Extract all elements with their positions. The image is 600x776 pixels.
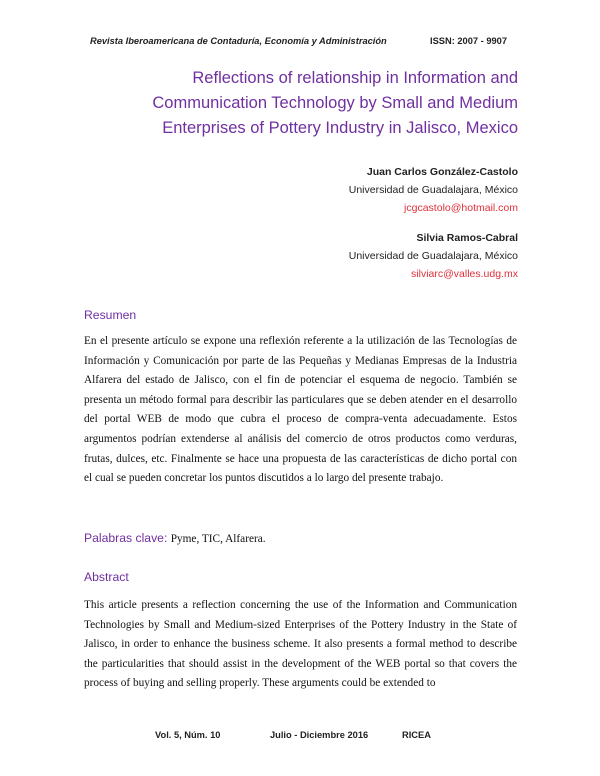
author-affiliation: Universidad de Guadalajara, México bbox=[348, 184, 518, 196]
keywords-text: Pyme, TIC, Alfarera. bbox=[170, 533, 266, 545]
author-email-link[interactable]: silviarc@valles.udg.mx bbox=[411, 268, 518, 280]
title-line-3: Enterprises of Pottery Industry in Jalisco, Mexico bbox=[162, 119, 518, 137]
footer-journal: RICEA bbox=[402, 730, 431, 740]
author-1 bbox=[349, 163, 518, 217]
author-2 bbox=[349, 229, 518, 283]
title-line-2: Communication Technology by Small and Medium bbox=[152, 94, 518, 112]
footer-date: Julio - Diciembre 2016 bbox=[270, 730, 369, 740]
journal-header: Revista Iberoamericana de Contaduría, Economía y Administración bbox=[90, 36, 387, 46]
paper-title bbox=[120, 66, 518, 141]
issn-label: ISSN: 2007 - 9907 bbox=[430, 36, 508, 46]
footer-volume: Vol. 5, Núm. 10 bbox=[155, 730, 221, 740]
author-affiliation: Universidad de Guadalajara, México bbox=[348, 250, 518, 262]
keywords-label: Palabras clave: bbox=[84, 531, 168, 545]
resumen-heading: Resumen bbox=[84, 308, 137, 322]
abstract-text: This article presents a reflection concerning the use of the Information and Communication Technologies by Small and Medium-sized Enterprises of the Pottery Industry in the State of Jalisco, in order to enhance the business scheme. It also presents a formal method to describe the particularities that should assist in the development of the WEB portal so that covers the process of buying and selling properly. These arguments could be extended to bbox=[84, 599, 517, 690]
abstract-heading: Abstract bbox=[84, 570, 129, 584]
resumen-text: En el presente artículo se expone una reflexión referente a la utilización de las Tecnologías de Información y Comunicación por parte de las Pequeñas y Medianas Empresas de la Industria Alfarera del estado de Jalisco, con el fin de potenciar el esquema de negocio. También se presenta un método formal para describir las particulares que se deben atender en el desarrollo del portal WEB de modo que cubra el proceso de compra-venta adecuadamente. Estos argumentos podrían extenderse al análisis del comercio de otros productos como verduras, frutas, dulces, etc. Finalmente se hace una propuesta de las características de dicho portal con el cual se pueden concretar los puntos discutidos a lo largo del presente trabajo. bbox=[84, 335, 517, 485]
title-line-1: Reflections of relationship in Information and bbox=[192, 69, 518, 87]
author-email-link[interactable]: jcgcastolo@hotmail.com bbox=[404, 202, 518, 214]
author-name: Juan Carlos González-Castolo bbox=[366, 166, 518, 178]
keywords-line bbox=[84, 531, 266, 545]
author-name: Silvia Ramos-Cabral bbox=[416, 232, 518, 244]
